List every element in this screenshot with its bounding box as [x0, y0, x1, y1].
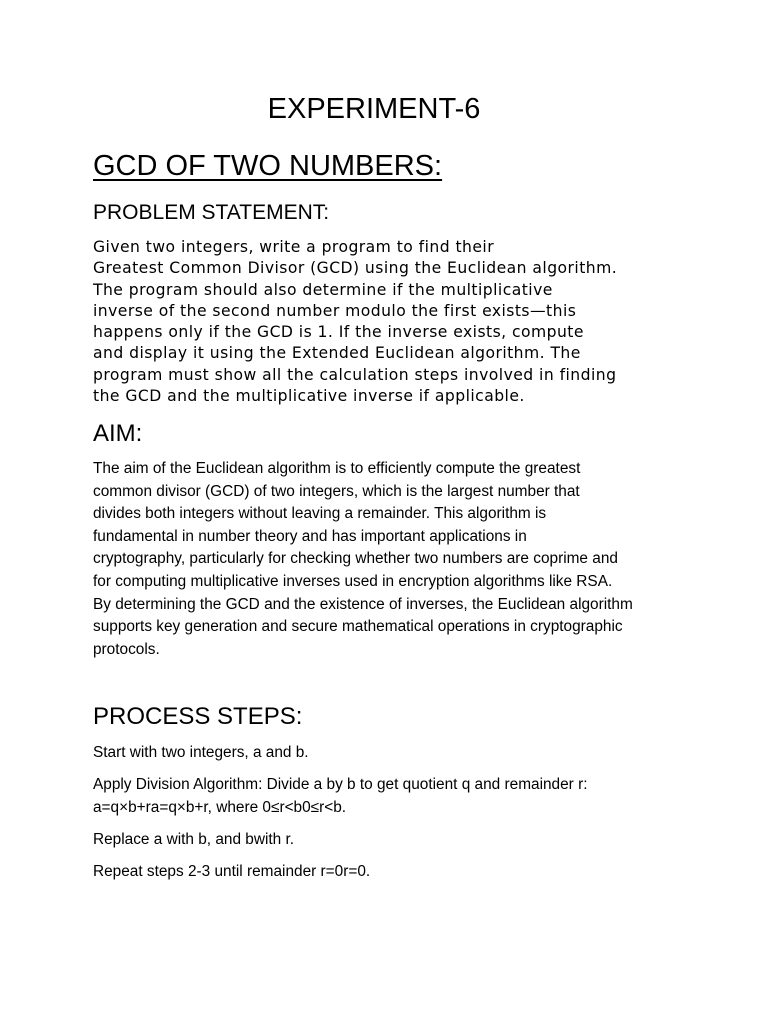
- paragraph-line: cryptography, particularly for checking whether two numbers are coprime and: [93, 550, 618, 568]
- paragraph-line: inverse of the second number modulo the first exists—this: [93, 301, 577, 320]
- step-line: Start with two integers, a and b.: [93, 744, 309, 761]
- document-title: EXPERIMENT-6: [267, 93, 481, 125]
- process-step: [93, 861, 693, 884]
- paragraph-line: The program should also determine if the multiplicative: [93, 280, 553, 299]
- step-line: Apply Division Algorithm: Divide a by b to get quotient q and remainder r:: [93, 776, 588, 793]
- paragraph-line: fundamental in number theory and has important applications in: [93, 527, 527, 545]
- problem-statement-heading: PROBLEM STATEMENT:: [93, 201, 330, 224]
- paragraph-line: for computing multiplicative inverses used in encryption algorithms like RSA.: [93, 572, 613, 590]
- aim-text: [93, 458, 693, 661]
- paragraph-line: By determining the GCD and the existence of inverses, the Euclidean algorithm: [93, 595, 633, 613]
- problem-statement-text: [93, 237, 693, 407]
- paragraph-line: supports key generation and secure mathematical operations in cryptographic: [93, 618, 623, 636]
- paragraph-line: protocols.: [93, 640, 160, 658]
- process-step: [93, 829, 693, 852]
- process-step: [93, 742, 693, 765]
- paragraph-line: Given two integers, write a program to find their: [93, 238, 495, 256]
- paragraph-line: program must show all the calculation steps involved in finding: [93, 365, 617, 384]
- step-line: Replace a with b, and bwith r.: [93, 831, 295, 848]
- paragraph-line: common divisor (GCD) of two integers, which is the largest number that: [93, 482, 580, 500]
- paragraph-line: The aim of the Euclidean algorithm is to efficiently compute the greatest: [93, 460, 581, 477]
- step-line: a=q×b+ra=q×b+r, where 0≤r<b0≤r<b.: [93, 798, 347, 816]
- paragraph-line: Greatest Common Divisor (GCD) using the Euclidean algorithm.: [93, 259, 618, 278]
- paragraph-line: the GCD and the multiplicative inverse if applicable.: [93, 387, 525, 406]
- step-line: Repeat steps 2-3 until remainder r=0r=0.: [93, 863, 371, 880]
- process-step: [93, 774, 693, 819]
- paragraph-line: and display it using the Extended Euclidean algorithm. The: [93, 344, 581, 363]
- paragraph-line: divides both integers without leaving a remainder. This algorithm is: [93, 505, 547, 523]
- aim-heading: AIM:: [93, 420, 143, 447]
- section-heading: GCD OF TWO NUMBERS:: [93, 150, 443, 182]
- process-steps-heading: PROCESS STEPS:: [93, 703, 303, 730]
- paragraph-line: happens only if the GCD is 1. If the inverse exists, compute: [93, 323, 584, 342]
